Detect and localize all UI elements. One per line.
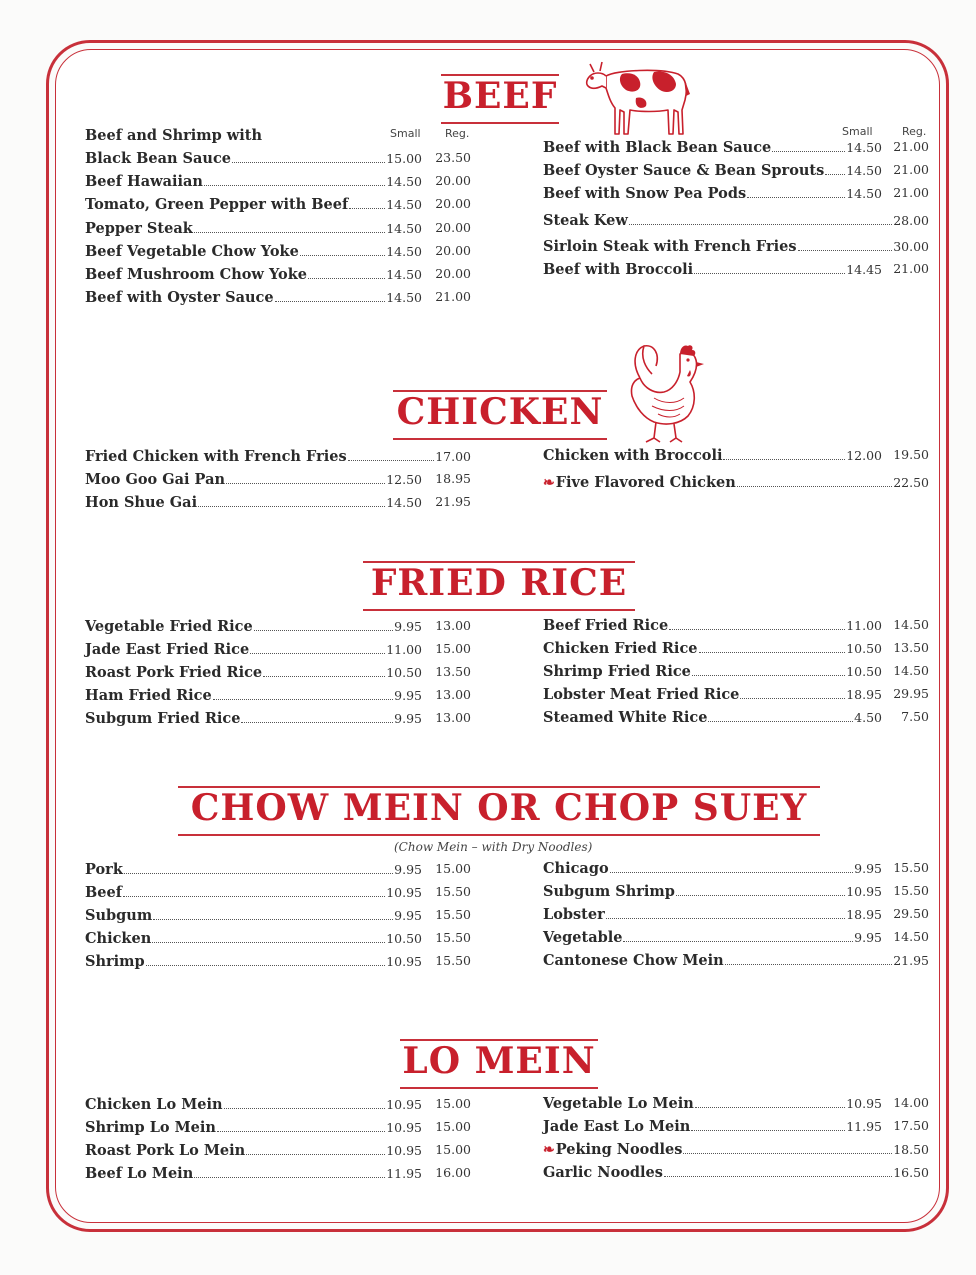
leader-dots [676,895,845,896]
menu-item [543,1118,929,1140]
price-small: 9.95 [854,930,882,945]
price-regular: 21.00 [893,261,929,276]
item-name: Sirloin Steak with French Fries [543,238,797,255]
price-small: 15.00 [386,151,422,166]
menu-item [85,448,471,470]
item-name: Ham Fried Rice [85,687,212,704]
item-name: Beef with Black Bean Sauce [543,139,772,156]
item-name: Beef with Oyster Sauce [85,289,274,307]
price-regular: 14.50 [893,929,929,944]
leader-dots [606,918,845,919]
leader-dots [246,1154,385,1155]
menu-item [543,906,929,928]
price-small: 14.50 [386,290,422,306]
item-name: Beef Mushroom Chow Yoke [85,266,307,283]
price-small: 14.50 [386,197,422,213]
price-regular: 15.50 [435,907,471,922]
leader-dots [623,941,853,942]
menu-item [543,1164,929,1186]
price-small: 9.95 [394,711,422,726]
leader-dots [708,721,853,722]
price-regular: 15.50 [435,953,471,968]
price-small: 9.95 [854,861,882,876]
item-name: Black Bean Sauce [85,150,232,167]
section-title-chow-mein: CHOW MEIN OR CHOP SUEY [178,786,820,836]
menu-item [543,139,929,161]
price-regular: 29.95 [893,686,929,701]
price-small: 10.95 [386,885,422,900]
item-name: Tomato, Green Pepper with Beef [85,196,349,214]
item-name: Shrimp Fried Rice [543,663,691,680]
price-regular: 15.50 [893,883,929,898]
price-regular: 20.00 [435,266,471,281]
price-small: 10.95 [386,1097,422,1112]
item-name: Chicago [543,860,609,877]
price-regular: 13.50 [435,664,471,679]
price-small: 14.50 [386,495,422,510]
price-regular: 15.50 [435,930,471,945]
price-small: 11.00 [386,642,422,657]
leader-dots [275,301,386,302]
menu-item [543,212,929,234]
price-small: 10.50 [386,931,422,946]
price-small: 10.50 [846,641,882,656]
menu-item [543,860,929,882]
leader-dots [610,872,854,873]
leader-dots [695,1107,845,1108]
leader-dots [629,224,892,225]
leader-dots [204,185,385,186]
item-name: Beef Vegetable Chow Yoke [85,242,299,260]
chili-pepper-icon: ❧ [543,1142,555,1158]
price-small: 10.95 [386,954,422,969]
price-small: 14.50 [386,243,422,259]
leader-dots [825,174,845,175]
cow-icon [582,54,694,140]
price-regular: 14.00 [893,1095,929,1110]
item-name: Beef Lo Mein [85,1165,194,1182]
price-regular: 17.00 [435,449,471,464]
price-regular: 14.50 [893,617,929,632]
menu-item [543,883,929,905]
price-small: 12.50 [386,472,422,487]
menu-item [543,474,929,496]
menu-item [85,1119,471,1141]
menu-item [85,1142,471,1164]
item-name: Chicken [85,930,152,947]
item-name: Lobster Meat Fried Rice [543,686,740,703]
leader-dots [194,232,385,233]
price-small: 14.50 [846,140,882,155]
price-regular: 7.50 [901,709,929,724]
menu-item [85,1165,471,1187]
item-name: Beef Fried Rice [543,617,669,634]
menu-item [543,238,929,260]
menu-item [85,884,471,906]
price-regular: 15.50 [893,860,929,875]
section-subtitle-chow-mein: (Chow Mein – with Dry Noodles) [394,840,593,854]
leader-dots [692,675,845,676]
item-name: ❧Peking Noodles [543,1141,683,1158]
item-name: Subgum Shrimp [543,883,675,900]
menu-item [85,266,471,288]
price-small: 10.95 [846,1096,882,1111]
menu-item [543,929,929,951]
leader-dots [194,1177,385,1178]
menu-item [85,664,471,686]
price-regular: 21.00 [435,289,471,305]
item-name: Beef [85,884,122,901]
menu-item [85,930,471,952]
price-regular: 15.00 [435,861,471,876]
leader-dots [683,1153,892,1154]
price-regular: 13.00 [435,710,471,725]
price-regular: 28.00 [893,213,929,228]
menu-item [85,196,471,218]
item-name: Steak Kew [543,212,628,229]
price-regular: 17.50 [893,1118,929,1133]
leader-dots [254,630,393,631]
price-small: 14.50 [846,163,882,178]
leader-dots [123,896,385,897]
leader-dots [250,653,385,654]
price-small: 4.50 [854,710,882,725]
item-name: Chicken Fried Rice [543,640,698,657]
price-small: 10.95 [386,1143,422,1158]
item-name: Subgum [85,907,153,924]
col-header-reg: Reg. [902,125,927,138]
price-regular: 21.95 [435,494,471,509]
section-title-chicken: CHICKEN [393,390,607,440]
leader-dots [740,698,845,699]
price-regular: 30.00 [893,239,929,254]
menu-item [543,1095,929,1117]
leader-dots [308,278,385,279]
menu-item [85,618,471,640]
menu-item [85,219,471,242]
price-regular: 19.50 [893,447,929,462]
leader-dots [124,873,393,874]
price-regular: 15.50 [435,884,471,899]
item-name: Fried Chicken with French Fries [85,448,347,465]
leader-dots [349,208,385,209]
price-small: 10.95 [386,1120,422,1135]
menu-item [85,907,471,929]
col-header-small: Small [390,127,421,140]
price-regular: 23.50 [435,150,471,165]
item-name-line1: Beef and Shrimp with [85,127,263,144]
price-small: 14.50 [846,186,882,201]
menu-item [543,709,929,731]
col-header-small: Small [842,125,873,138]
menu-item [85,641,471,663]
menu-item [543,617,929,639]
menu-item [85,1096,471,1118]
item-name: Pork [85,861,123,878]
leader-dots [723,459,845,460]
price-regular: 20.00 [435,242,471,258]
price-regular: 21.95 [893,953,929,968]
menu-item [85,953,471,975]
leader-dots [699,652,846,653]
item-name: Roast Pork Fried Rice [85,664,263,681]
leader-dots [213,699,393,700]
menu-item [543,952,929,974]
item-name: Hon Shue Gai [85,494,198,511]
menu-item [85,289,471,311]
col-header-reg: Reg. [445,127,470,140]
leader-dots [664,1176,892,1177]
rooster-icon [624,342,714,446]
item-name: Vegetable Lo Mein [543,1095,694,1112]
price-small: 9.95 [394,619,422,634]
price-regular: 21.00 [893,185,929,200]
leader-dots [224,1108,386,1109]
price-small: 9.95 [394,688,422,703]
menu-item [543,1141,929,1163]
price-regular: 13.00 [435,687,471,702]
item-name: Steamed White Rice [543,709,708,726]
menu-item [543,447,929,469]
item-name: Shrimp [85,953,145,970]
item-name: Moo Goo Gai Pan [85,471,226,488]
price-regular: 29.50 [893,906,929,921]
leader-dots [241,722,393,723]
price-regular: 21.00 [893,139,929,154]
leader-dots [232,162,385,163]
item-name: Subgum Fried Rice [85,710,241,727]
menu-item [85,710,471,732]
price-small: 10.50 [846,664,882,679]
price-small: 9.95 [394,908,422,923]
price-small: 11.00 [846,618,882,633]
item-name: Shrimp Lo Mein [85,1119,216,1136]
menu-item [85,242,471,265]
price-regular: 18.95 [435,471,471,486]
leader-dots [198,506,385,507]
item-name: Vegetable Fried Rice [85,618,253,635]
leader-dots [217,1131,385,1132]
price-regular: 20.00 [435,196,471,212]
item-name: Beef Oyster Sauce & Bean Sprouts [543,162,825,179]
menu-item [85,494,471,516]
price-regular: 22.50 [893,475,929,490]
price-small: 9.95 [394,862,422,877]
item-name: Jade East Lo Mein [543,1118,691,1135]
price-regular: 20.00 [435,173,471,189]
menu-item [85,861,471,883]
item-name: Roast Pork Lo Mein [85,1142,246,1159]
section-title-fried-rice: FRIED RICE [363,561,635,611]
price-small: 11.95 [386,1166,422,1181]
price-regular: 15.00 [435,1096,471,1111]
price-small: 10.95 [846,884,882,899]
leader-dots [348,460,435,461]
price-small: 14.50 [386,220,422,236]
item-name: Chicken Lo Mein [85,1096,223,1113]
price-small: 10.50 [386,665,422,680]
item-name: ❧Five Flavored Chicken [543,474,736,491]
section-title-beef: BEEF [441,74,559,124]
item-name: Pepper Steak [85,219,193,237]
menu-item [85,173,471,195]
leader-dots [694,273,845,274]
item-name: Jade East Fried Rice [85,641,250,658]
leader-dots [153,919,393,920]
price-small: 12.00 [846,448,882,463]
menu-item [543,663,929,685]
item-name: Vegetable [543,929,623,946]
leader-dots [669,629,845,630]
item-name: Cantonese Chow Mein [543,952,724,969]
price-regular: 16.50 [893,1165,929,1180]
menu-item [543,185,929,207]
price-regular: 20.00 [435,219,471,235]
price-small: 18.95 [846,687,882,702]
price-regular: 13.00 [435,618,471,633]
leader-dots [146,965,386,966]
price-regular: 21.00 [893,162,929,177]
leader-dots [263,676,385,677]
item-name: Chicken with Broccoli [543,447,723,464]
menu-item [85,687,471,709]
leader-dots [691,1130,845,1131]
price-regular: 15.00 [435,1119,471,1134]
menu-item [543,686,929,708]
price-small: 14.50 [386,174,422,190]
menu-item [543,261,929,283]
section-title-lo-mein: LO MEIN [400,1039,598,1089]
menu-item [543,162,929,184]
price-regular: 14.50 [893,663,929,678]
price-regular: 15.00 [435,641,471,656]
price-regular: 13.50 [893,640,929,655]
price-small: 14.45 [846,262,882,277]
item-name: Beef with Broccoli [543,261,694,278]
leader-dots [300,255,385,256]
price-regular: 18.50 [893,1142,929,1157]
leader-dots [152,942,385,943]
item-name: Beef Hawaiian [85,173,203,191]
price-regular: 15.00 [435,1142,471,1157]
price-small: 18.95 [846,907,882,922]
item-name: Garlic Noodles [543,1164,663,1181]
leader-dots [747,197,845,198]
price-regular: 16.00 [435,1165,471,1180]
price-small: 11.95 [846,1119,882,1134]
menu-item [543,640,929,662]
item-name: Beef with Snow Pea Pods [543,185,747,202]
price-small: 14.50 [386,267,422,282]
item-name: Lobster [543,906,605,923]
leader-dots [798,250,893,251]
leader-dots [772,151,845,152]
leader-dots [725,964,893,965]
menu-item [85,471,471,493]
leader-dots [737,486,892,487]
leader-dots [226,483,385,484]
chili-pepper-icon: ❧ [543,475,555,491]
